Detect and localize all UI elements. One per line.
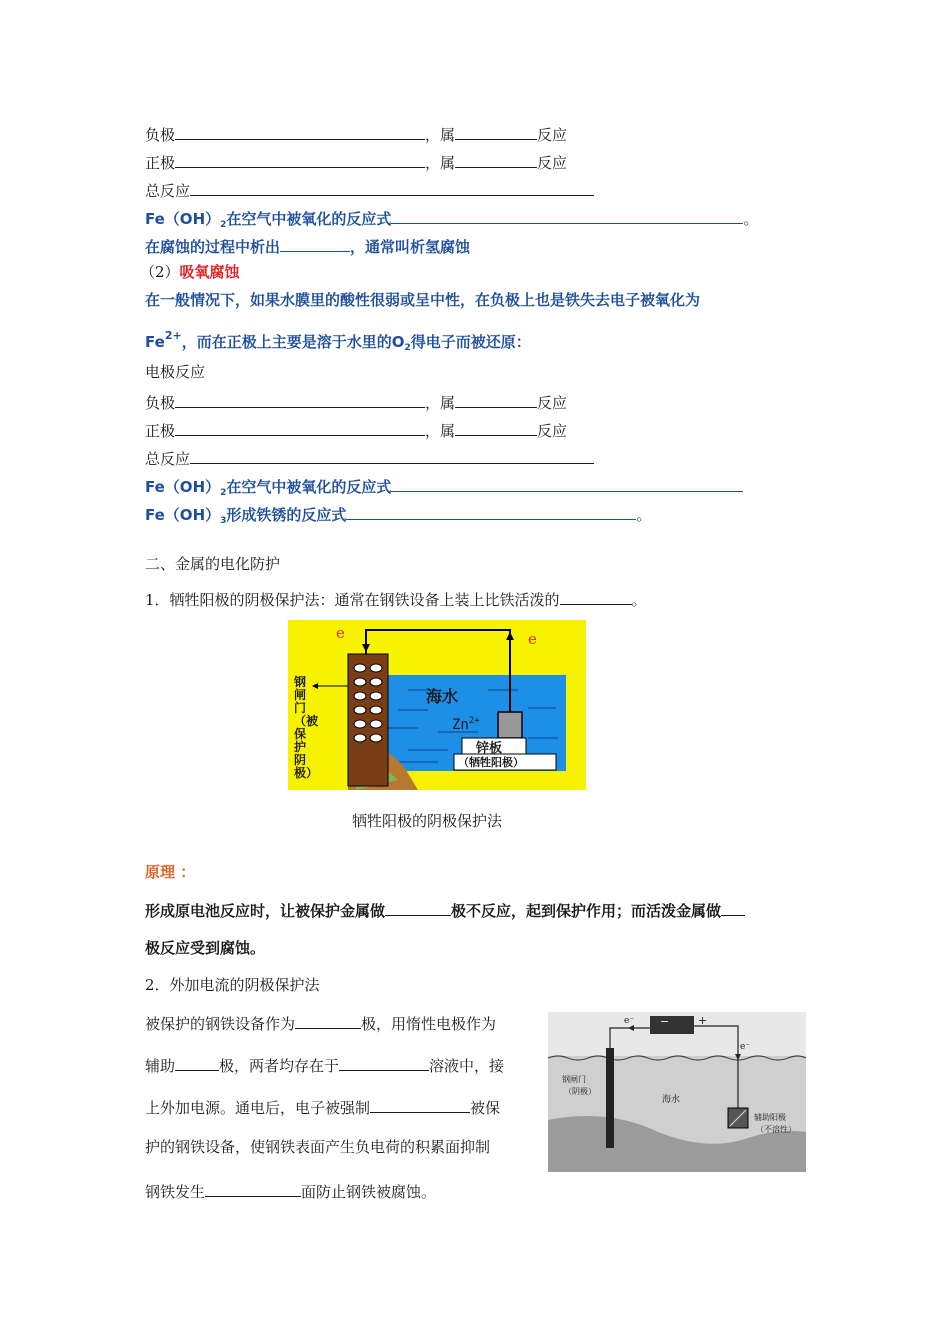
blank-field[interactable] bbox=[175, 390, 425, 408]
plus-terminal: + bbox=[698, 1014, 708, 1027]
blank-field[interactable] bbox=[370, 1095, 470, 1113]
impressed-current-figure bbox=[548, 1012, 806, 1172]
general-text-line: 在一般情况下，如果水膜里的酸性很弱或呈中性，在负极上也是铁失去电子被氧化为 bbox=[145, 291, 701, 309]
principle-line-1: 形成原电池反应时，让被保护金属做 极不反应，起到保护作用；而活泼金属做 bbox=[145, 898, 745, 921]
gate-label: 钢闸门 bbox=[562, 1075, 586, 1084]
pos-electrode-line-2: 正极 ，属 反应 bbox=[145, 418, 567, 441]
insoluble-label: （不溶性） bbox=[756, 1125, 796, 1134]
feoh2-oxidation-line-2: $Fe(OH)_2$在空气中被氧化的反应式 bbox=[145, 474, 743, 503]
cathode-label: （阴极） bbox=[564, 1087, 596, 1096]
desc-line-4: 护的钢铁设备，使钢铁表面产生负电荷的积累面抑制 bbox=[145, 1138, 491, 1156]
desc-line-3: 上外加电源。通电后，电子被强制 被保 bbox=[145, 1095, 500, 1118]
seawater-label: 海水 bbox=[426, 687, 459, 706]
total-reaction-line-1: 总反应 bbox=[145, 178, 594, 201]
electron-label-2: e⁻ bbox=[740, 1042, 751, 1052]
blank-field[interactable] bbox=[385, 898, 451, 916]
blank-field[interactable] bbox=[175, 122, 425, 140]
feoh2-oxidation-line-1: $Fe(OH)_2$在空气中被氧化的反应式 。 bbox=[145, 206, 758, 235]
item-1-line: 1．牺牲阳极的阴极保护法：通常在钢铁设备上装上比铁活泼的 。 bbox=[145, 587, 647, 610]
blank-field[interactable] bbox=[190, 178, 594, 196]
fe2-text-line: $Fe^{2+}$，而在正极上主要是溶于水里的$O_2$得电子而被还原： bbox=[145, 329, 531, 353]
desc-line-1: 被保护的钢铁设备作为 极，用惰性电极作为 bbox=[145, 1011, 496, 1034]
blank-field[interactable] bbox=[346, 502, 636, 520]
blank-field[interactable] bbox=[175, 1053, 219, 1071]
blank-field[interactable] bbox=[455, 122, 537, 140]
neg-electrode-line-1: 负极 ，属 反应 bbox=[145, 122, 567, 145]
blank-field[interactable] bbox=[455, 150, 537, 168]
electrode-reaction-label: 电极反应 bbox=[145, 363, 206, 381]
blank-field[interactable] bbox=[391, 474, 743, 492]
principle-heading: 原理 ： bbox=[145, 863, 196, 881]
electron-label-1: e⁻ bbox=[624, 1016, 635, 1026]
principle-line-2: 极反应受到腐蚀。 bbox=[145, 939, 266, 957]
hydrogen-corrosion-line: 在腐蚀的过程中析出 ，通常叫析氢腐蚀 bbox=[145, 234, 470, 257]
aux-anode-label: 辅助阳极 bbox=[754, 1113, 786, 1122]
steel-gate-label: 钢闸门（被保护阴极） bbox=[294, 675, 319, 780]
blank-field[interactable] bbox=[560, 587, 632, 605]
blank-field[interactable] bbox=[391, 206, 743, 224]
neg-electrode-line-2: 负极 ，属 反应 bbox=[145, 390, 567, 413]
oxygen-corrosion-heading: （2）吸氧腐蚀 bbox=[140, 263, 240, 281]
item-2-heading: 2．外加电流的阴极保护法 bbox=[145, 976, 320, 994]
blank-field[interactable] bbox=[339, 1053, 429, 1071]
total-reaction-line-2: 总反应 bbox=[145, 446, 594, 469]
electron-label-right: e bbox=[528, 630, 537, 648]
water-label: 海水 bbox=[662, 1095, 681, 1105]
zinc-plate-label: 锌板 bbox=[476, 741, 503, 756]
sacrificial-anode-label: （牺牲阳极） bbox=[458, 756, 524, 769]
sacrificial-anode-figure bbox=[288, 620, 586, 790]
blank-field[interactable] bbox=[280, 234, 350, 252]
desc-line-2: 辅助 极，两者均存在于 溶液中，接 bbox=[145, 1053, 504, 1076]
zn-ion-label: $Zn^{2+}$ bbox=[452, 716, 480, 733]
desc-line-5: 钢铁发生 面防止钢铁被腐蚀。 bbox=[145, 1179, 436, 1202]
blank-field[interactable] bbox=[190, 446, 594, 464]
blank-field[interactable] bbox=[295, 1011, 361, 1029]
blank-field[interactable] bbox=[175, 150, 425, 168]
blank-field[interactable] bbox=[455, 390, 537, 408]
blank-field[interactable] bbox=[455, 418, 537, 436]
feoh3-rust-line: $Fe(OH)_3$形成铁锈的反应式 。 bbox=[145, 502, 651, 531]
section-2-heading: 二、金属的电化防护 bbox=[145, 555, 281, 573]
blank-field[interactable] bbox=[175, 418, 425, 436]
blank-field[interactable] bbox=[205, 1179, 301, 1197]
minus-terminal: − bbox=[660, 1015, 670, 1028]
electron-label-left: e bbox=[336, 624, 345, 642]
pos-electrode-line-1: 正极 ，属 反应 bbox=[145, 150, 567, 173]
figure-1-caption: 牺牲阳极的阴极保护法 bbox=[352, 812, 503, 830]
blank-field[interactable] bbox=[721, 898, 745, 916]
